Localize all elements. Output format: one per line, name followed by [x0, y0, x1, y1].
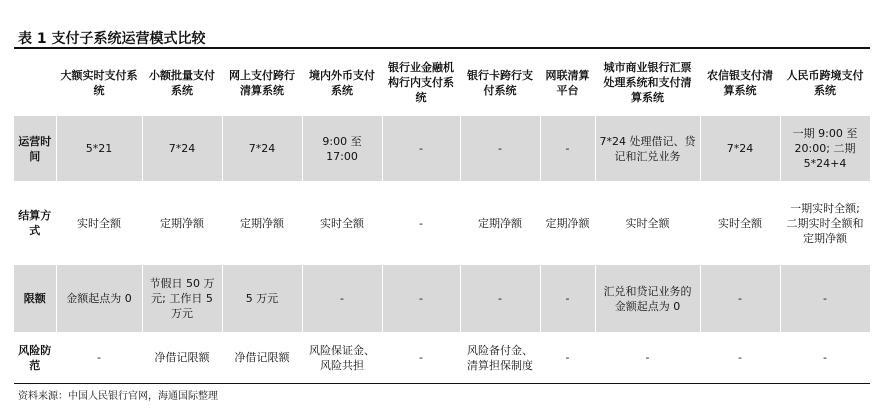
table-cell: -	[382, 116, 460, 181]
table-cell: 7*24 处理借记、贷记和汇兑业务	[595, 116, 700, 181]
table-cell: -	[540, 265, 595, 332]
header-cell: 城市商业银行汇票处理系统和支付清算系统	[595, 49, 700, 116]
table-cell: -	[382, 265, 460, 332]
table-cell: -	[780, 332, 870, 383]
header-cell: 小额批量支付系统	[142, 49, 222, 116]
table-cell: -	[460, 265, 540, 332]
table-cell: 定期净额	[460, 181, 540, 265]
table-cell: 7*24	[700, 116, 780, 181]
table-cell: -	[460, 116, 540, 181]
table-title: 表 1 支付子系统运营模式比较	[18, 31, 206, 47]
table-cell: 一期实时全额; 二期实时全额和定期净额	[780, 181, 870, 265]
table-cell: 风险保证金、风险共担	[302, 332, 382, 383]
row-label: 限额	[14, 265, 56, 332]
table-cell: 风险备付金、清算担保制度	[460, 332, 540, 383]
table-cell: -	[700, 332, 780, 383]
table-cell: 定期净额	[142, 181, 222, 265]
header-row	[14, 49, 870, 116]
table-cell: 实时全额	[302, 181, 382, 265]
header-cell: 境内外币支付系统	[302, 49, 382, 116]
table-cell: 实时全额	[56, 181, 142, 265]
table-row	[14, 116, 870, 181]
table-cell: -	[56, 332, 142, 383]
table-cell: 实时全额	[595, 181, 700, 265]
table-cell: -	[382, 181, 460, 265]
table-cell: 7*24	[222, 116, 302, 181]
table-cell: -	[382, 332, 460, 383]
table-cell: 9:00 至 17:00	[302, 116, 382, 181]
table-cell: 净借记限额	[142, 332, 222, 383]
table-cell: -	[302, 265, 382, 332]
row-label: 结算方式	[14, 181, 56, 265]
header-cell: 银行业金融机构行内支付系统	[382, 49, 460, 116]
table-cell: 定期净额	[540, 181, 595, 265]
header-cell: 农信银支付清算系统	[700, 49, 780, 116]
table-cell: 5*21	[56, 116, 142, 181]
source-note: 资料来源：中国人民银行官网，海通国际整理	[18, 391, 218, 402]
table-cell: 定期净额	[222, 181, 302, 265]
table-cell: -	[540, 116, 595, 181]
table-row	[14, 265, 870, 332]
header-cell: 银行卡跨行支付系统	[460, 49, 540, 116]
table-cell: 金额起点为 0	[56, 265, 142, 332]
header-cell: 网联清算平台	[540, 49, 595, 116]
table-row	[14, 181, 870, 265]
table-row	[14, 332, 870, 383]
table-cell: 5 万元	[222, 265, 302, 332]
table-cell: 节假日 50 万元; 工作日 5 万元	[142, 265, 222, 332]
table-cell: 净借记限额	[222, 332, 302, 383]
table-cell: -	[780, 265, 870, 332]
header-cell: 人民币跨境支付系统	[780, 49, 870, 116]
row-label: 运营时间	[14, 116, 56, 181]
header-cell	[14, 49, 56, 116]
table-cell: -	[595, 332, 700, 383]
table-cell: 一期 9:00 至 20:00; 二期 5*24+4	[780, 116, 870, 181]
bottom-rule	[14, 383, 870, 384]
row-label: 风险防范	[14, 332, 56, 383]
table-cell: -	[700, 265, 780, 332]
table-cell: 汇兑和贷记业务的金额起点为 0	[595, 265, 700, 332]
comparison-table	[14, 49, 871, 383]
table-cell: 实时全额	[700, 181, 780, 265]
header-cell: 大额实时支付系统	[56, 49, 142, 116]
table-cell: -	[540, 332, 595, 383]
header-cell: 网上支付跨行清算系统	[222, 49, 302, 116]
table-cell: 7*24	[142, 116, 222, 181]
